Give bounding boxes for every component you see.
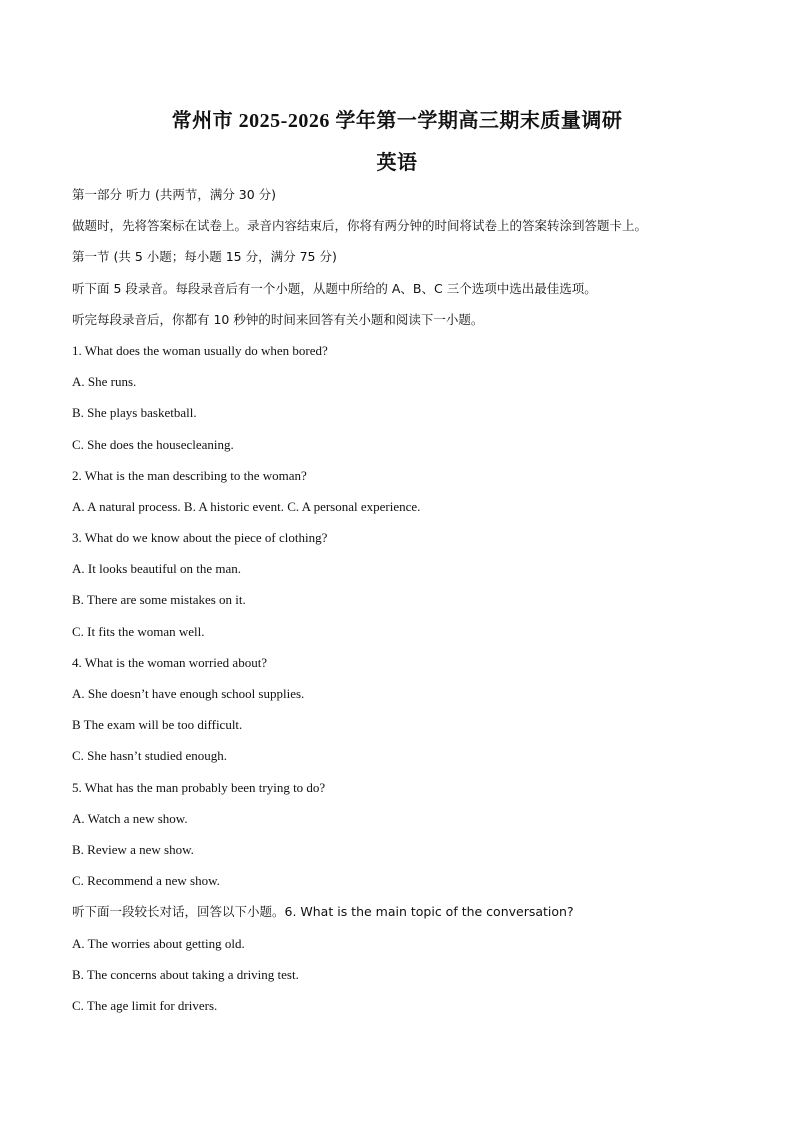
exam-title: 常州市 2025-2026 学年第一学期高三期末质量调研 [171,110,623,132]
question-4: 4. What is the woman worried about? [72,654,268,670]
options-2: A. A natural process. B. A historic event. C. A personal experience. [72,498,421,514]
instruction-text: 做题时，先将答案标在试卷上。录音内容结束后，你将有两分钟的时间将试卷上的答案转涂到答题卡上。 [72,218,648,234]
option-6c: C. The age limit for drivers. [72,997,218,1013]
section-heading: 第一部分 听力 (共两节，满分 30 分) [72,187,277,202]
option-6b: B. The concerns about taking a driving test. [72,966,299,982]
subsection-heading: 第一节 (共 5 小题；每小题 15 分，满分 75 分) [72,249,337,265]
question-1: 1. What does the woman usually do when bored? [72,342,328,358]
question-6: 听下面一段较长对话，回答以下小题。6. What is the main topic of the conversation? [72,904,574,920]
option-3b: B. There are some mistakes on it. [72,592,246,608]
option-4c: C. She hasn’t studied enough. [72,748,228,764]
instruction-text: 听下面 5 段录音。每段录音后有一个小题，从题中所给的 A、B、C 三个选项中选出最佳选项。 [72,280,597,296]
option-5b: B. Review a new show. [72,841,194,857]
option-5a: A. Watch a new show. [72,810,188,826]
option-1b: B. She plays basketball. [72,405,197,421]
question-5: 5. What has the man probably been trying to do? [72,779,326,795]
subject-title: 英语 [376,152,418,174]
exam-body [72,184,732,1026]
instruction-text: 听完每段录音后，你都有 10 秒钟的时间来回答有关小题和阅读下一小题。 [72,311,484,327]
option-1a: A. She runs. [72,374,137,390]
option-6a: A. The worries about getting old. [72,935,245,951]
option-3c: C. It fits the woman well. [72,623,205,639]
option-1c: C. She does the housecleaning. [72,436,234,452]
question-2: 2. What is the man describing to the woman? [72,467,307,483]
option-4b: B The exam will be too difficult. [72,717,243,733]
option-3a: A. It looks beautiful on the man. [72,561,241,577]
option-5c: C. Recommend a new show. [72,873,220,889]
question-3: 3. What do we know about the piece of clothing? [72,530,328,546]
option-4a: A. She doesn’t have enough school supplies. [72,686,305,701]
